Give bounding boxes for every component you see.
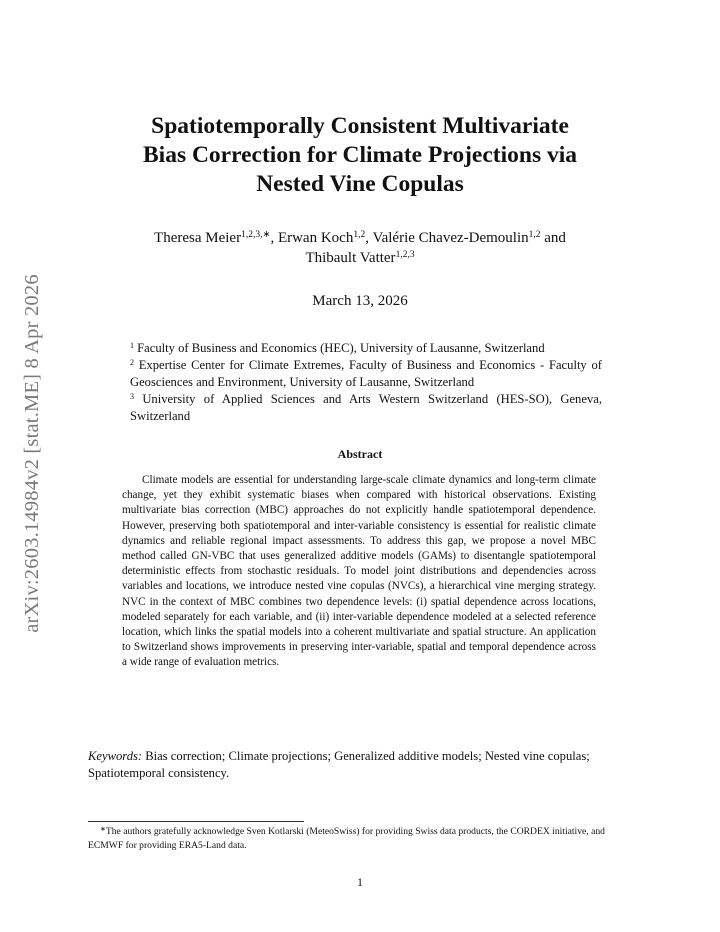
author-conjunction: and <box>544 230 566 246</box>
author-affiliation-marker: 1,2,3 <box>395 250 415 260</box>
page-number: 1 <box>357 875 363 889</box>
author-list: Theresa Meier$^{1,2,3,∗}$, Erwan Koch$^{1,2}$, Valérie Chavez-Demoulin$^{1,2}$ and Thibault Vatter$^{1,2,3}$ <box>154 230 566 266</box>
affiliation-text: University of Applied Sciences and Arts Western Switzerland (HES-SO), Geneva, Switzerland <box>130 392 602 423</box>
affiliation-number: 3 <box>130 392 134 401</box>
affiliation-text: Expertise Center for Climate Extremes, Faculty of Business and Economics - Faculty of Geosciences and Environment, University of Lausanne, Switzerland <box>130 358 602 389</box>
affiliation-text: Faculty of Business and Economics (HEC), University of Lausanne, Switzerland <box>137 341 545 355</box>
arxiv-stamp-text: arXiv:2603.14984v2 [stat.ME] 8 Apr 2026 <box>20 273 43 633</box>
footnote-text: The authors gratefully acknowledge Sven Kotlarski (MeteoSwiss) for providing Swiss data products, the CORDEX initiative, and ECMWF for providing ERA5-Land data. <box>88 826 605 851</box>
paper-date: March 13, 2026 <box>312 293 408 309</box>
keywords-label: Keywords: <box>88 749 143 763</box>
affiliation-item <box>130 391 602 425</box>
footnote-rule <box>88 821 304 822</box>
title-line-1: Spatiotemporally Consistent Multivariate <box>151 113 569 139</box>
affiliation-list <box>130 340 602 425</box>
affiliation-item <box>130 357 602 391</box>
abstract-heading: Abstract <box>337 447 383 461</box>
affiliation-number: 1 <box>130 341 134 350</box>
keywords <box>88 748 632 782</box>
footnote <box>88 825 633 852</box>
abstract-body: Climate models are essential for understanding large-scale climate dynamics and long-term climate change, yet they exhibit systematic biases when compared with historical observations. Existing multivariate bias correction (MBC) approaches do not explicitly handle spatiotemporal dependence. However, preserving both spatiotemporal and inter-variable consistency is essential for realistic climate dynamics and reliable regional impact assessments. To address this gap, we propose a novel MBC method called GN-VBC that uses generalized additive models (GAMs) to disentangle spatiotemporal deterministic effects from stochastic residuals. To model joint distributions and dependencies across variables and locations, we introduce nested vine copulas (NVCs), a hierarchical vine merging strategy. NVC in the context of MBC combines two dependence levels: (i) spatial dependence across locations, modeled separately for each variable, and (ii) inter-variable dependence modeled at a selected reference location, which links the spatial models into a coherent multivariate and spatial structure. An application to Switzerland shows improvements in preserving inter-variable, spatial and temporal dependence across a wide range of evaluation metrics. <box>122 474 596 669</box>
affiliation-number: 2 <box>130 358 134 367</box>
author-name: Valérie Chavez-Demoulin <box>372 230 529 246</box>
author-name: Thibault Vatter <box>305 250 396 266</box>
title-line-2: Bias Correction for Climate Projections via <box>142 142 577 168</box>
author-affiliation-marker: 1,2 <box>353 230 366 240</box>
author-name: Erwan Koch <box>277 230 354 246</box>
author-affiliation-marker: 1,2 <box>528 230 541 240</box>
affiliation-item <box>130 340 602 357</box>
footnote-mark: ∗ <box>100 825 106 833</box>
paper-title <box>80 112 640 199</box>
footnote-marker[interactable]: ∗ <box>262 230 271 240</box>
arxiv-stamp <box>14 258 50 648</box>
keywords-text: Bias correction; Climate projections; Generalized additive models; Nested vine copulas; Spatiotemporal consistency. <box>88 749 590 780</box>
title-line-3: Nested Vine Copulas <box>256 171 464 197</box>
author-affiliation-marker: 1,2,3,∗ <box>241 230 271 240</box>
author-name: Theresa Meier <box>154 230 242 246</box>
